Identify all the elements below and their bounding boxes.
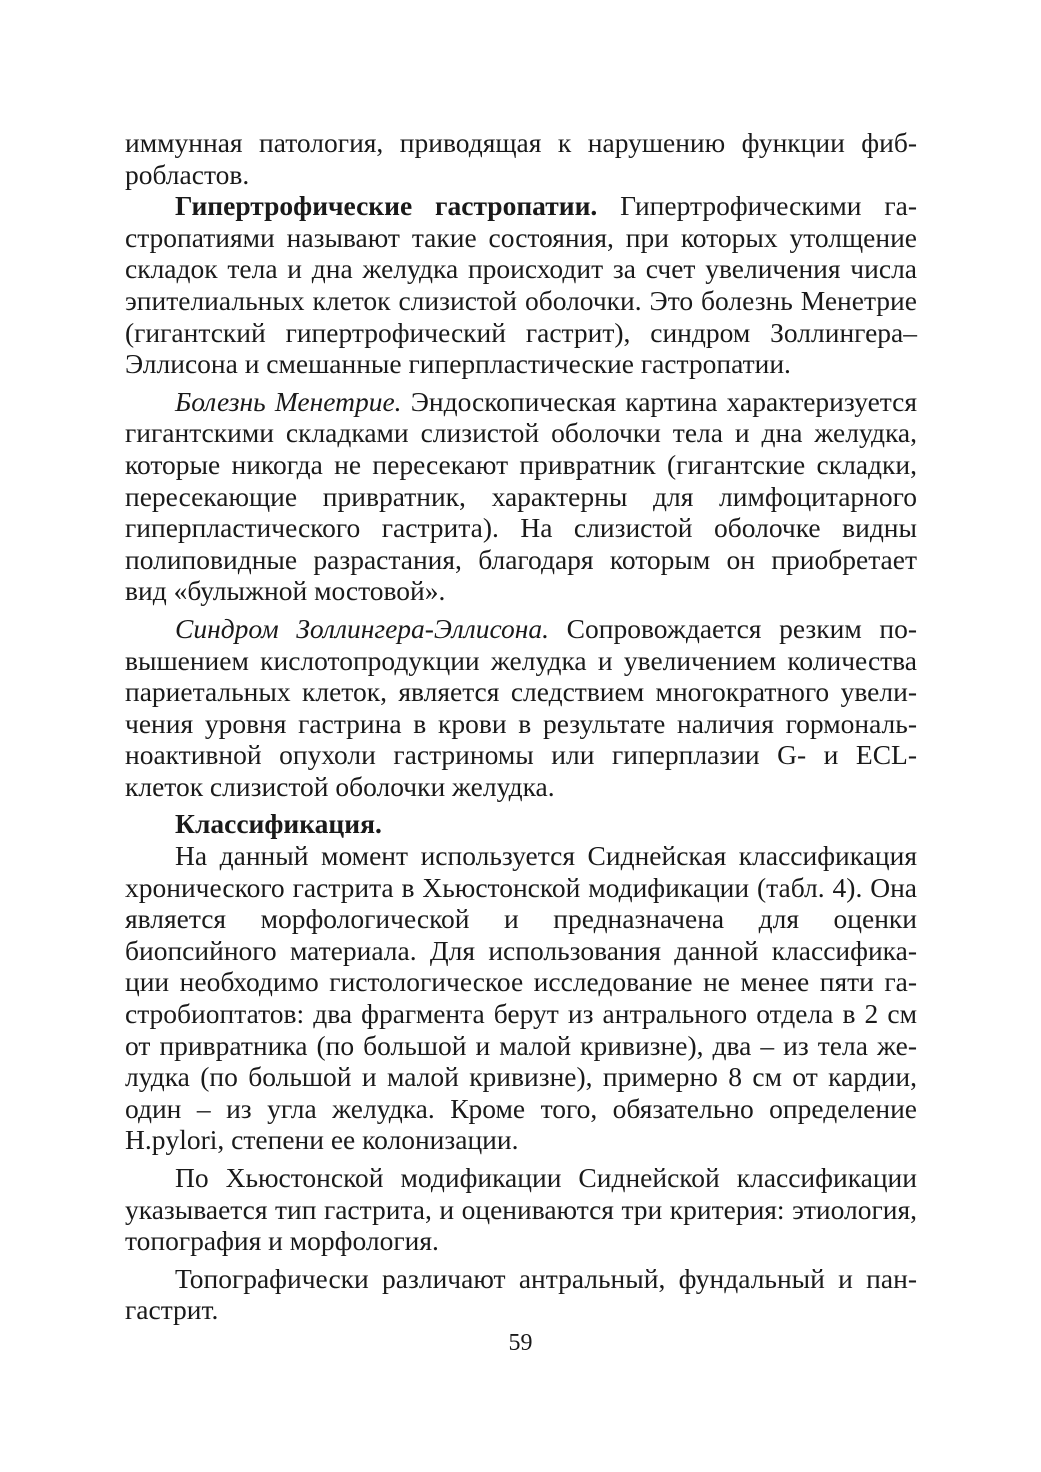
paragraph-zollinger-ellison: Синдром Золлингера-Эллисона. Сопровождается резким повышением кислотопродукции желудка и увеличением количества париетальных клеток, является следствием многократного увеличения уровня гастрина в крови в результате наличия гормональноактивной опухоли гастриномы или гиперплазии G- и ECL-клеток слизистой оболочки желудка. xyxy=(125,612,917,802)
paragraph-topography: Топографически различают антральный, фундальный и пангастрит. xyxy=(125,1262,917,1326)
paragraph-menetrier-disease: Болезнь Менетрие. Эндоскопическая картина характеризуется гигантскими складками слизистой оболочки тела и дна желудка, которые никогда не пересекают привратник (гигантские складки, пересекающие привратник, характерны для лимфоцитарного гиперпластического гастрита). На слизистой оболочке видны полиповидные разрастания, благодаря которым он приобретает вид «булыжной мостовой». xyxy=(125,385,917,607)
paragraph-sydney-classification: На данный момент используется Сиднейская классификация хронического гастрита в Хьюстонской модификации (табл. 4). Она является морфологической и предназначена для оценки биопсийного материала. Для использования данной классификации необходимо гистологическое исследование не менее пяти гастробиоптатов: два фрагмента берут из антрального отдела в 2 см от привратника (по большой и малой кривизне), два – из тела желудка (по большой и малой кривизне), примерно 8 см от кардии, один – из угла желудка. Кроме того, обязательно определение H.pylori, степени ее колонизации. xyxy=(125,840,917,1156)
section-heading-classification: Классификация. xyxy=(175,808,382,840)
page-number: 59 xyxy=(508,1330,533,1356)
paragraph-hypertrophic-gastropathies: Гипертрофические гастропатии. Гипертрофическими гастропатиями называют такие состояния, при которых утолщение складок тела и дна желудка происходит за счет увеличения числа эпителиальных клеток слизистой оболочки. Это болезнь Менетрие (гигантский гипертрофический гастрит), синдром Золлингера–Эллисона и смешанные гиперпластические гастропатии. xyxy=(125,190,917,380)
term-menetrier-disease: Болезнь Менетрие. xyxy=(175,385,402,417)
section-heading-hypertrophic-gastropathies: Гипертрофические гастропатии. xyxy=(175,190,598,222)
paragraph-houston-modification: По Хьюстонской модификации Сиднейской классификации указывается тип гастрита, и оцениваются три критерия: этиология, топография и морфология. xyxy=(125,1162,917,1257)
paragraph-continuation: иммунная патология, приводящая к нарушению функции фибробластов. xyxy=(125,127,917,190)
body-text xyxy=(125,127,917,1326)
term-zollinger-ellison: Синдром Золлингера-Эллисона. xyxy=(175,612,550,644)
